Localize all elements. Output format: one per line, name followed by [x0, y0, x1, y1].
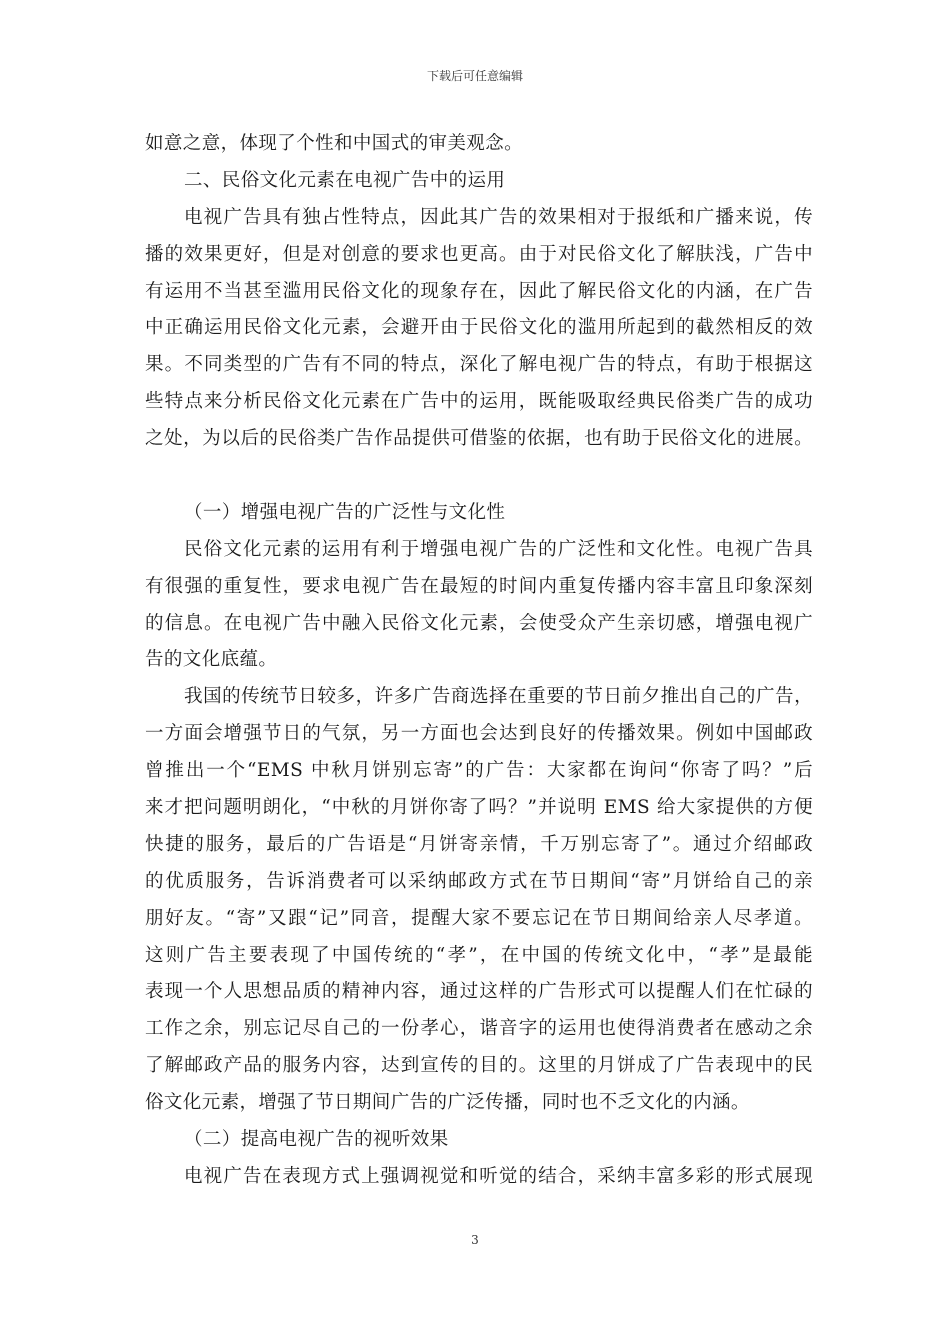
text-line: 民俗文化元素的运用有利于增强电视广告的广泛性和文化性。电视广告具	[184, 538, 813, 560]
paragraph-spacer	[145, 458, 813, 495]
text-line: 我国的传统节日较多，许多广告商选择在重要的节日前夕推出自己的广告，	[184, 686, 813, 708]
text-line: 快捷的服务，最后的广告语是“月饼寄亲情，千万别忘寄了”。通过介绍邮政	[145, 833, 813, 855]
text-line: 这则广告主要表现了中国传统的“孝”，在中国的传统文化中，“孝”是最能	[145, 944, 813, 966]
text-line: 如意之意，体现了个性和中国式的审美观念。	[145, 133, 524, 154]
text-line: （二）提高电视广告的视听效果	[184, 1129, 449, 1151]
text-line: 俗文化元素，增强了节日期间广告的广泛传播，同时也不乏文化的内涵。	[145, 1092, 750, 1114]
text-line: 有很强的重复性，要求电视广告在最短的时间内重复传播内容丰富且印象深刻	[145, 575, 813, 597]
text-line: 之处，为以后的民俗类广告作品提供可借鉴的依据，也有助于民俗文化的进展。	[145, 428, 813, 450]
text-line: 二、民俗文化元素在电视广告中的运用	[184, 169, 506, 191]
text-line: 表现一个人思想品质的精神内容，通过这样的广告形式可以提醒人们在忙碌的	[145, 981, 813, 1003]
body-text	[145, 126, 813, 1196]
text-line: 有运用不当甚至滥用民俗文化的现象存在，因此了解民俗文化的内涵，在广告	[145, 280, 813, 302]
text-line: 告的文化底蕴。	[145, 649, 278, 671]
text-line: 的信息。在电视广告中融入民俗文化元素，会使受众产生亲切感，增强电视广	[145, 612, 813, 634]
text-line: 中正确运用民俗文化元素，会避开由于民俗文化的滥用所起到的截然相反的效	[145, 317, 813, 339]
text-line: 工作之余，别忘记尽自己的一份孝心，谐音字的运用也使得消费者在感动之余	[145, 1018, 813, 1040]
text-line: 朋好友。“寄”又跟“记”同音，提醒大家不要忘记在节日期间给亲人尽孝道。	[145, 907, 813, 929]
text-line: （一）增强电视广告的广泛性与文化性	[184, 501, 506, 523]
text-line: 一方面会增强节日的气氛，另一方面也会达到良好的传播效果。例如中国邮政	[145, 723, 813, 745]
text-line: 曾推出一个“EMS 中秋月饼别忘寄”的广告：大家都在询问“你寄了吗？”后	[145, 760, 813, 782]
text-line: 了解邮政产品的服务内容，达到宣传的目的。这里的月饼成了广告表现中的民	[145, 1055, 813, 1077]
page-header: 下载后可任意编辑	[426, 69, 523, 83]
text-line: 来才把问题明朗化，“中秋的月饼你寄了吗？”并说明 EMS 给大家提供的方便	[145, 797, 813, 819]
text-line: 些特点来分析民俗文化元素在广告中的运用，既能吸取经典民俗类广告的成功	[145, 391, 813, 413]
page-number: 3	[471, 1233, 479, 1247]
text-line: 的优质服务，告诉消费者可以采纳邮政方式在节日期间“寄”月饼给自己的亲	[145, 870, 813, 892]
text-line: 果。不同类型的广告有不同的特点，深化了解电视广告的特点，有助于根据这	[145, 354, 813, 376]
text-line: 电视广告具有独占性特点，因此其广告的效果相对于报纸和广播来说，传	[184, 206, 813, 228]
text-line: 播的效果更好，但是对创意的要求也更高。由于对民俗文化了解肤浅，广告中	[145, 243, 813, 265]
text-line: 电视广告在表现方式上强调视觉和听觉的结合，采纳丰富多彩的形式展现	[184, 1165, 813, 1187]
